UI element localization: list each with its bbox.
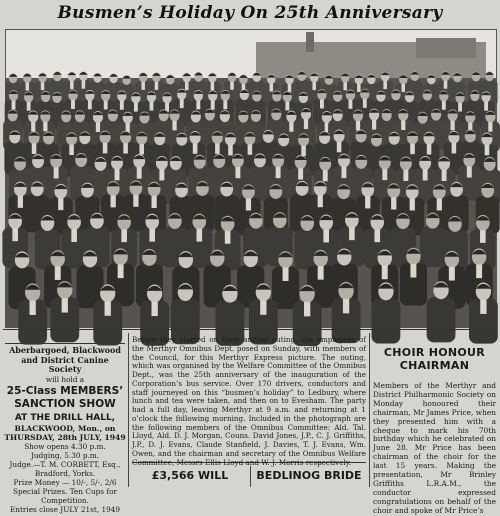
choir-headline	[373, 346, 496, 372]
advert-town: BLACKWOOD, Mon., on	[14, 423, 116, 433]
advert-line: Judge.—T. M. CORBETT, Esq.,	[9, 459, 121, 469]
group-photo	[5, 29, 497, 328]
advert-date: THURSDAY, 28th JULY, 1949	[4, 432, 126, 442]
will-headline: £3,566 WILL	[151, 469, 229, 482]
bottom-divider	[250, 466, 251, 487]
photo-caption-article	[132, 335, 366, 467]
advert-line: Special Prizes. Ten Cups for	[13, 486, 117, 496]
bride-headline: BEDLINOG BRIDE	[256, 469, 362, 482]
choir-headline-line: CHOIR HONOUR	[383, 346, 486, 359]
column-divider-right	[369, 333, 370, 487]
advert-show-title: 25-Class MEMBERS’	[6, 384, 124, 397]
photo-bottom-rule	[3, 329, 497, 330]
advert-org-line: Aberbargoed, Blackwood	[9, 345, 121, 355]
advert-column	[4, 340, 126, 514]
choir-article	[373, 340, 496, 515]
advert-line: Bradford, Yorks.	[34, 468, 96, 478]
advert-line: Competition.	[41, 495, 89, 505]
page-headline: Busmen’s Holiday On 25th Anniversary	[57, 3, 443, 23]
advert-hall: AT THE DRILL HALL,	[14, 412, 116, 423]
group-photo-icon	[6, 30, 496, 327]
advert-line: Show opens 4.30 p.m.	[24, 441, 106, 451]
advert-line: Entries close JULY 21st, 1949	[9, 504, 121, 514]
advert-line: Prize Money — 10/-, 5/-, 2/6	[13, 477, 117, 487]
advert-line: Judging, 5.30 p.m.	[30, 450, 100, 460]
advert-org-line: and District Canine Society	[21, 354, 109, 374]
advert-org-line: will hold a	[45, 374, 85, 384]
caption-body: Before they started on their annual outing, the employees of the Merthyr Omnibus Dept. posed on Sunday, with members of the Council, for this Merthyr Express picture. The outing, which was organised by the Welfare Committee of the Omnibus Dept., was the 25th anniversary of the inauguration of the Corporation’s bus service. Over 170 drivers, conductors and staff journeyed on this “busmen’s holiday” to Ledbury, where lunch and tea were taken, and then on to Evesham. The party had a full day, leaving Merthyr at 9 a.m. and returning at 1 o’clock the following morning. Included in the photograph are the following members of the Omnibus Committee: Ald. Tal. Lloyd, Ald. D. J. Morgan, Couns. David Jones, J.P., C. J. Griffiths, J.P., D. J. Evans, Claude Stanfield, J. Davies, T. J. Evans, Wm. Owen, and the chairman and secretary of the Omnibus Welfare Committee, Messrs Ellis Lloyd and W. J. Morris respectively.	[132, 335, 366, 467]
choir-headline-line: CHAIRMAN	[399, 359, 470, 372]
advert-show-title: SANCTION SHOW	[14, 397, 116, 410]
column-divider-left	[128, 333, 129, 487]
choir-body: Members of the Merthyr and District Philharmonic Society on Monday honoured their chairman, Mr James Price, when they presented him with a cheque to mark his 70th birthday which he celebrated on June 28. Mr Price has been chairman of the choir for the last 15 years. Making the presentation, Mr Brinley Griffiths L.R.A.M., the conductor expressed congratulations on behalf of the choir and spoke of Mr Price’s	[373, 381, 496, 515]
